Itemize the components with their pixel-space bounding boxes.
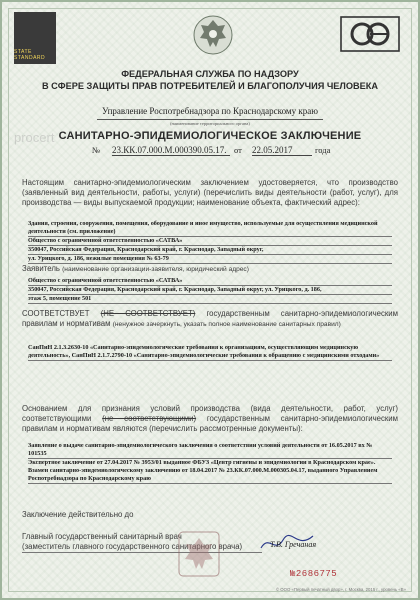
basis-statement bbox=[22, 404, 398, 434]
conform-prefix: СООТВЕТСТВУЕТ bbox=[22, 309, 90, 318]
basis-line: Экспертное заключение от 27.04.2017 № 3953/01 выданное ФБУЗ «Центр гигиены и эпидемиологии в Краснодарском крае». Взамен санитарно-эпидемиологическому заключению от 18.04.2017 № 23.КК.07.000.М.000305.04.17, выданного Управлением Роспотребнадзора по Краснодарскому краю bbox=[28, 459, 392, 484]
coat-of-arms-emblem bbox=[192, 12, 234, 58]
basis-line: Заявление о выдаче санитарно-эпидемиологического заключения о соответствии условий деятельности от 16.05.2017 вх № 101535 bbox=[28, 442, 392, 459]
chief-line-2: (заместитель главного государственного санитарного врача) bbox=[22, 542, 262, 553]
object-line: ул. Урицкого, д. 186, нежилые помещения № 63-79 bbox=[28, 255, 392, 264]
official-seal bbox=[177, 530, 221, 578]
applicant-details bbox=[28, 277, 392, 304]
basis-part1: Основанием для признания условий производства (вида деятельности, работ, услуг) соответствующими bbox=[22, 404, 398, 423]
authority-caption: (наименование территориального органа) bbox=[170, 121, 250, 126]
applicant-heading bbox=[22, 264, 398, 275]
agency-header-line2: В СФЕРЕ ЗАЩИТЫ ПРАВ ПОТРЕБИТЕЛЕЙ И БЛАГОПОЛУЧИЯ ЧЕЛОВЕКА bbox=[41, 81, 379, 91]
conform-struck: (НЕ СООТВЕТСТВУЕТ) bbox=[100, 309, 196, 318]
number-label: № bbox=[92, 145, 101, 155]
date-label: от bbox=[234, 145, 242, 155]
agency-header bbox=[22, 68, 398, 92]
serial-number: №2686775 bbox=[290, 569, 338, 579]
year-label: года bbox=[315, 145, 331, 155]
certificate-date: 22.05.2017 bbox=[252, 145, 312, 156]
hologram-stamp bbox=[14, 12, 56, 64]
applicant-line: 350047, Российская Федерация, Краснодарский край, г. Краснодар, Западный округ, ул. Урицкого, д. 186, bbox=[28, 286, 392, 295]
hologram-stamp-text: STATE STANDARD bbox=[14, 49, 46, 61]
basis-documents bbox=[28, 442, 392, 484]
territorial-authority: Управление Роспотребнадзора по Краснодарскому краю bbox=[102, 106, 318, 116]
object-line: Здания, строения, сооружения, помещения, оборудование и иное имущество, используемые для осуществления медицинской деятельности (см. приложение) bbox=[28, 220, 392, 237]
certification-statement: Настоящим санитарно-эпидемиологическим заключением удостоверяется, что производство (заявленный вид деятельности, работы, услуги) (перечислить виды деятельности (работ, услуг), для производства — виды выпускаемой продукции; наименование объекта, фактический адрес): bbox=[22, 178, 398, 207]
agency-header-line1: ФЕДЕРАЛЬНАЯ СЛУЖБА ПО НАДЗОРУ bbox=[121, 69, 299, 79]
printer-imprint: © ООО «Первый печатный двор», г. Москва, 2015 г., уровень «В» bbox=[275, 587, 406, 592]
basis-struck: (не соответствующими) bbox=[102, 414, 197, 423]
chief-line-1: Главный государственный санитарный врач bbox=[22, 532, 182, 541]
object-line: Общество с ограниченной ответственностью «САТВА» bbox=[28, 237, 392, 246]
chief-doctor-title bbox=[22, 532, 262, 553]
certificate-number: 23.КК.07.000.М.000390.05.17. bbox=[112, 145, 230, 156]
object-line: 350047, Российская Федерация, Краснодарский край, г. Краснодар, Западный округ, bbox=[28, 246, 392, 255]
applicant-line: Общество с ограниченной ответственностью «САТВА» bbox=[28, 277, 392, 286]
rules-line: СанПиН 2.1.3.2630-10 «Санитарно-эпидемиологические требования к организациям, осуществляющим медицинскую деятельность», СанПиН 2.1.7.2790-10 «Санитарно-эпидемиологические требования к обращению с медицинскими отходами» bbox=[28, 344, 392, 361]
authority-underline bbox=[97, 119, 323, 120]
object-description bbox=[28, 220, 392, 264]
certification-logo bbox=[340, 16, 400, 52]
document-title: САНИТАРНО-ЭПИДЕМИОЛОГИЧЕСКОЕ ЗАКЛЮЧЕНИЕ bbox=[58, 130, 362, 142]
conform-rest: государственным санитарно-эпидемиологическим правилам и нормативам bbox=[22, 309, 399, 328]
conformity-statement bbox=[22, 309, 398, 330]
applicant-caption: (наименование организации-заявителя, юридический адрес) bbox=[62, 266, 249, 273]
basis-part2: государственным санитарно-эпидемиологическим правилам и нормативам являются (перечислить рассмотренные документы): bbox=[22, 414, 398, 433]
applicant-label: Заявитель bbox=[22, 264, 60, 273]
applicant-line: этаж 5, помещение 501 bbox=[28, 295, 392, 304]
validity-label: Заключение действительно до bbox=[22, 510, 134, 519]
watermark: procert bbox=[14, 130, 55, 145]
sanitary-rules bbox=[28, 344, 392, 361]
conform-note: (ненужное зачеркнуть, указать полное наименование санитарных правил) bbox=[112, 321, 341, 328]
signatory-name: Т.В. Гречаная bbox=[270, 540, 317, 549]
